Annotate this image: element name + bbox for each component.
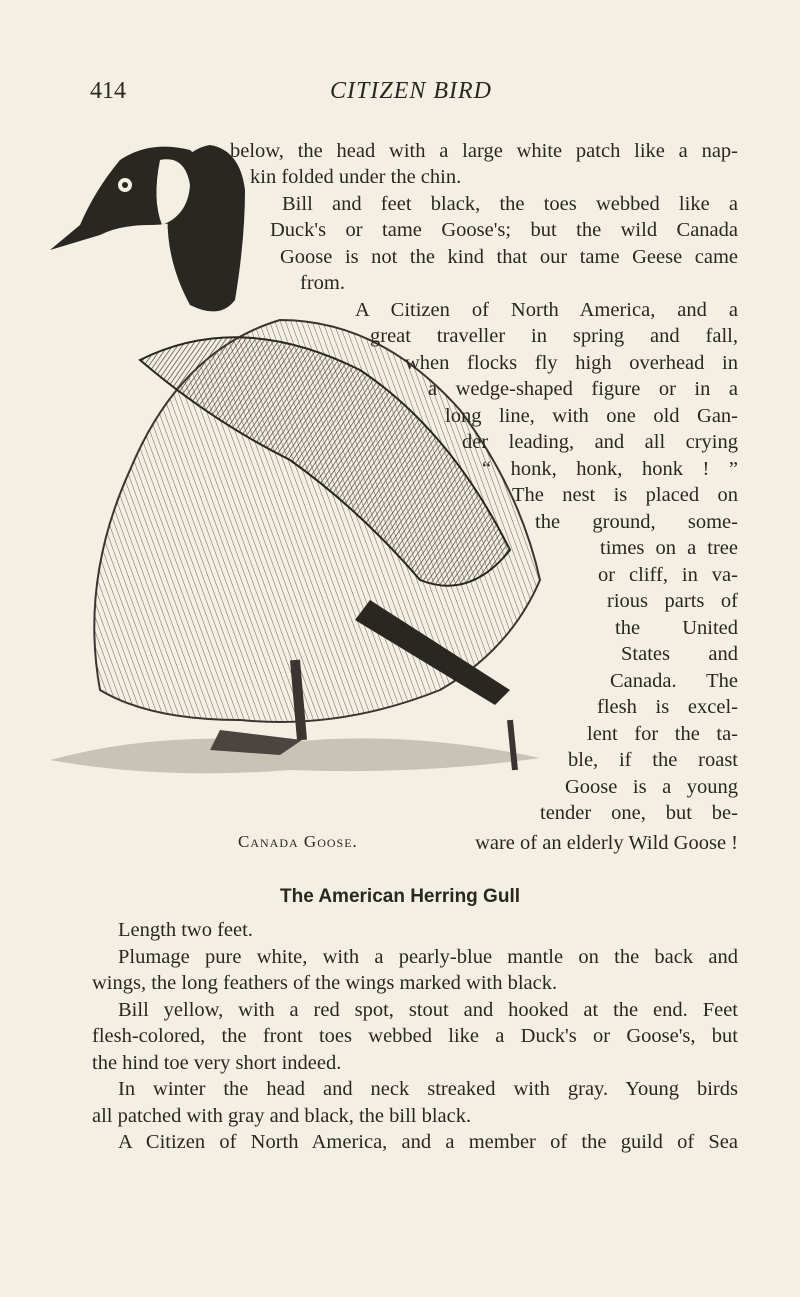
goose-text-line: States and [621, 643, 738, 665]
gull-text-line: wings, the long feathers of the wings marked with black. [92, 972, 558, 994]
goose-text-line: tender one, but be- [540, 802, 738, 824]
gull-text-line: flesh-colored, the front toes webbed like a Duck's or Goose's, but [92, 1025, 738, 1047]
goose-text-line: Duck's or tame Goose's; but the wild Canada [270, 219, 738, 241]
goose-text-line: ware of an elderly Wild Goose ! [475, 832, 738, 854]
goose-text-line: flesh is excel- [597, 696, 738, 718]
goose-text-line: lent for the ta- [587, 723, 738, 745]
goose-text-line: Canada. The [610, 670, 738, 692]
gull-text-line: Length two feet. [118, 919, 253, 941]
goose-text-line: Goose is not the kind that our tame Geese came [280, 246, 738, 268]
gull-text-line: Plumage pure white, with a pearly-blue mantle on the back and [118, 946, 738, 968]
figure-caption: Canada Goose. [238, 832, 358, 851]
gull-text-line: In winter the head and neck streaked with gray. Young birds [118, 1078, 738, 1100]
goose-text-line: from. [300, 272, 345, 294]
goose-text-line: kin folded under the chin. [250, 166, 462, 188]
goose-text-line: below, the head with a large white patch like a nap- [230, 140, 738, 162]
goose-text-line: Bill and feet black, the toes webbed like a [282, 193, 738, 215]
section-title: The American Herring Gull [279, 886, 520, 907]
goose-text-line: great traveller in spring and fall, [370, 325, 738, 347]
goose-text-line: Goose is a young [565, 776, 738, 798]
goose-text-line: long line, with one old Gan- [445, 405, 738, 427]
goose-text-line: times on a tree [600, 537, 738, 559]
page-number: 414 [90, 78, 126, 104]
goose-text-line: the ground, some- [535, 511, 738, 533]
gull-text-line: all patched with gray and black, the bill black. [92, 1105, 472, 1127]
goose-text-line: der leading, and all crying [462, 431, 738, 453]
goose-text-line: the United [615, 617, 738, 639]
goose-text-line: A Citizen of North America, and a [355, 299, 738, 321]
goose-text-line: rious parts of [607, 590, 738, 612]
goose-text-line: The nest is placed on [512, 484, 738, 506]
running-title: CITIZEN BIRD [330, 78, 492, 104]
goose-text-line: a wedge-shaped figure or in a [428, 378, 738, 400]
goose-text-line: ble, if the roast [568, 749, 738, 771]
goose-text-line: “ honk, honk, honk ! ” [482, 458, 738, 480]
gull-text-line: A Citizen of North America, and a member of the guild of Sea [118, 1131, 738, 1153]
gull-text-line: Bill yellow, with a red spot, stout and hooked at the end. Feet [118, 999, 738, 1021]
page-header [0, 78, 800, 110]
gull-text-line: the hind toe very short indeed. [92, 1052, 342, 1074]
goose-text-line: or cliff, in va- [598, 564, 738, 586]
goose-text-line: when flocks fly high overhead in [405, 352, 738, 374]
